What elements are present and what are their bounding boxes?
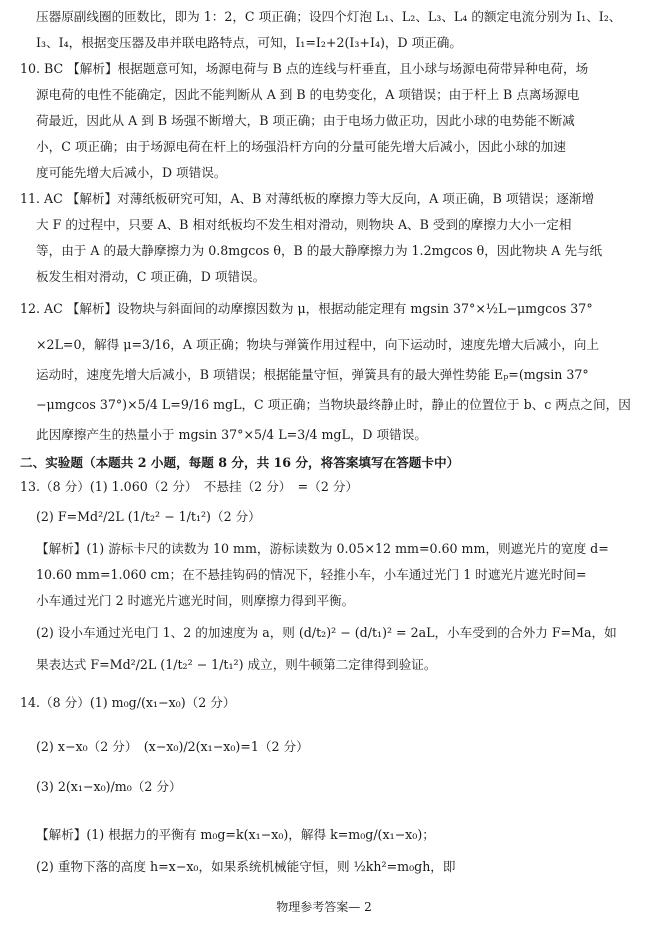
text-line-18: 13.（8 分）(1) 1.060（2 分） 不悬挂（2 分） =（2 分） [20, 479, 359, 494]
text-line-15: −μmgcos 37°)×5/4 L=9/16 mgL，C 项正确；当物块最终静止时，静止的位置位于 b、c 两点之间，因 [36, 397, 631, 412]
text-line-12: 12. AC 【解析】设物块与斜面间的动摩擦因数为 μ，根据动能定理有 mgsin 37°×½L−μmgcos 37° [20, 301, 593, 316]
text-line-2: I₃、I₄，根据变压器及串并联电路特点，可知，I₁=I₂+2(I₃+I₄)，D 项正确。 [36, 35, 462, 50]
text-line-16: 此因摩擦产生的热量小于 mgsin 37°×5/4 L=3/4 mgL，D 项错误。 [36, 427, 427, 442]
text-line-6: 小，C 项正确；由于场源电荷在杆上的场强沿杆方向的分量可能先增大后减小，因此小球的加速 [36, 139, 566, 154]
text-line-21: 10.60 mm=1.060 cm；在不悬挂钩码的情况下，轻推小车，小车通过光门 1 时遮光片遮光时间= [36, 567, 587, 582]
text-line-19: (2) F=Md²/2L (1/t₂² − 1/t₁²)（2 分） [36, 509, 261, 524]
text-line-24: 果表达式 F=Md²/2L (1/t₂² − 1/t₁²) 成立，则牛顿第二定律得到验证。 [36, 657, 437, 672]
text-line-9: 大 F 的过程中，只要 A、B 相对纸板均不发生相对滑动，则物块 A、B 受到的摩擦力大小一定相 [36, 217, 572, 232]
text-line-14: 运动时，速度先增大后减小，B 项错误；根据能量守恒，弹簧具有的最大弹性势能 Eₚ=(mgsin 37° [36, 367, 589, 382]
text-line-11: 板发生相对滑动，C 项正确，D 项错误。 [36, 269, 266, 284]
text-line-25: 14.（8 分）(1) m₀g/(x₁−x₀)（2 分） [20, 695, 236, 710]
text-line-27: (3) 2(x₁−x₀)/m₀（2 分） [36, 779, 182, 794]
page-footer: 物理参考答案— 2 [276, 900, 372, 914]
text-line-13: ×2L=0，解得 μ=3/16，A 项正确；物块与弹簧作用过程中，向下运动时，速度先增大后减小，向上 [36, 337, 599, 352]
text-line-10: 等，由于 A 的最大静摩擦力为 0.8mgcos θ，B 的最大静摩擦力为 1.2mgcos θ，因此物块 A 先与纸 [36, 243, 603, 258]
text-line-5: 荷最近，因此从 A 到 B 场强不断增大，B 项正确；由于电场力做正功，因此小球的电势能不断减 [36, 113, 575, 128]
text-line-8: 11. AC 【解析】对薄纸板研究可知，A、B 对薄纸板的摩擦力等大反向，A 项正确，B 项错误；逐渐增 [20, 191, 595, 206]
text-line-22: 小车通过光门 2 时遮光片遮光时间，则摩擦力得到平衡。 [36, 593, 355, 608]
section-heading: 二、实验题（本题共 2 小题，每题 8 分，共 16 分，将答案填写在答题卡中） [20, 455, 460, 470]
text-line-1: 压器原副线圈的匝数比，即为 1：2，C 项正确；设四个灯泡 L₁、L₂、L₃、L₄ 的额定电流分别为 I₁、I₂、 [36, 9, 622, 24]
text-line-23: (2) 设小车通过光电门 1、2 的加速度为 a，则 (d/t₂)² − (d/t₁)² = 2aL，小车受到的合外力 F=Ma，如 [36, 625, 617, 640]
text-line-28: 【解析】(1) 根据力的平衡有 m₀g=k(x₁−x₀)，解得 k=m₀g/(x₁−x₀)； [36, 827, 435, 842]
text-line-29: (2) 重物下落的高度 h=x−x₀，如果系统机械能守恒，则 ½kh²=m₀gh，即 [36, 859, 456, 874]
text-line-26: (2) x−x₀（2 分） (x−x₀)/2(x₁−x₀)=1（2 分） [36, 739, 309, 754]
text-line-7: 度可能先增大后减小，D 项错误。 [36, 165, 227, 180]
text-line-3: 10. BC 【解析】根据题意可知，场源电荷与 B 点的连线与杆垂直，且小球与场源电荷带异种电荷，场 [20, 61, 589, 76]
text-line-20: 【解析】(1) 游标卡尺的读数为 10 mm，游标读数为 0.05×12 mm=0.60 mm，则遮光片的宽度 d= [36, 541, 609, 556]
text-line-4: 源电荷的电性不能确定，因此不能判断从 A 到 B 的电势变化，A 项错误；由于杆上 B 点离场源电 [36, 87, 580, 102]
